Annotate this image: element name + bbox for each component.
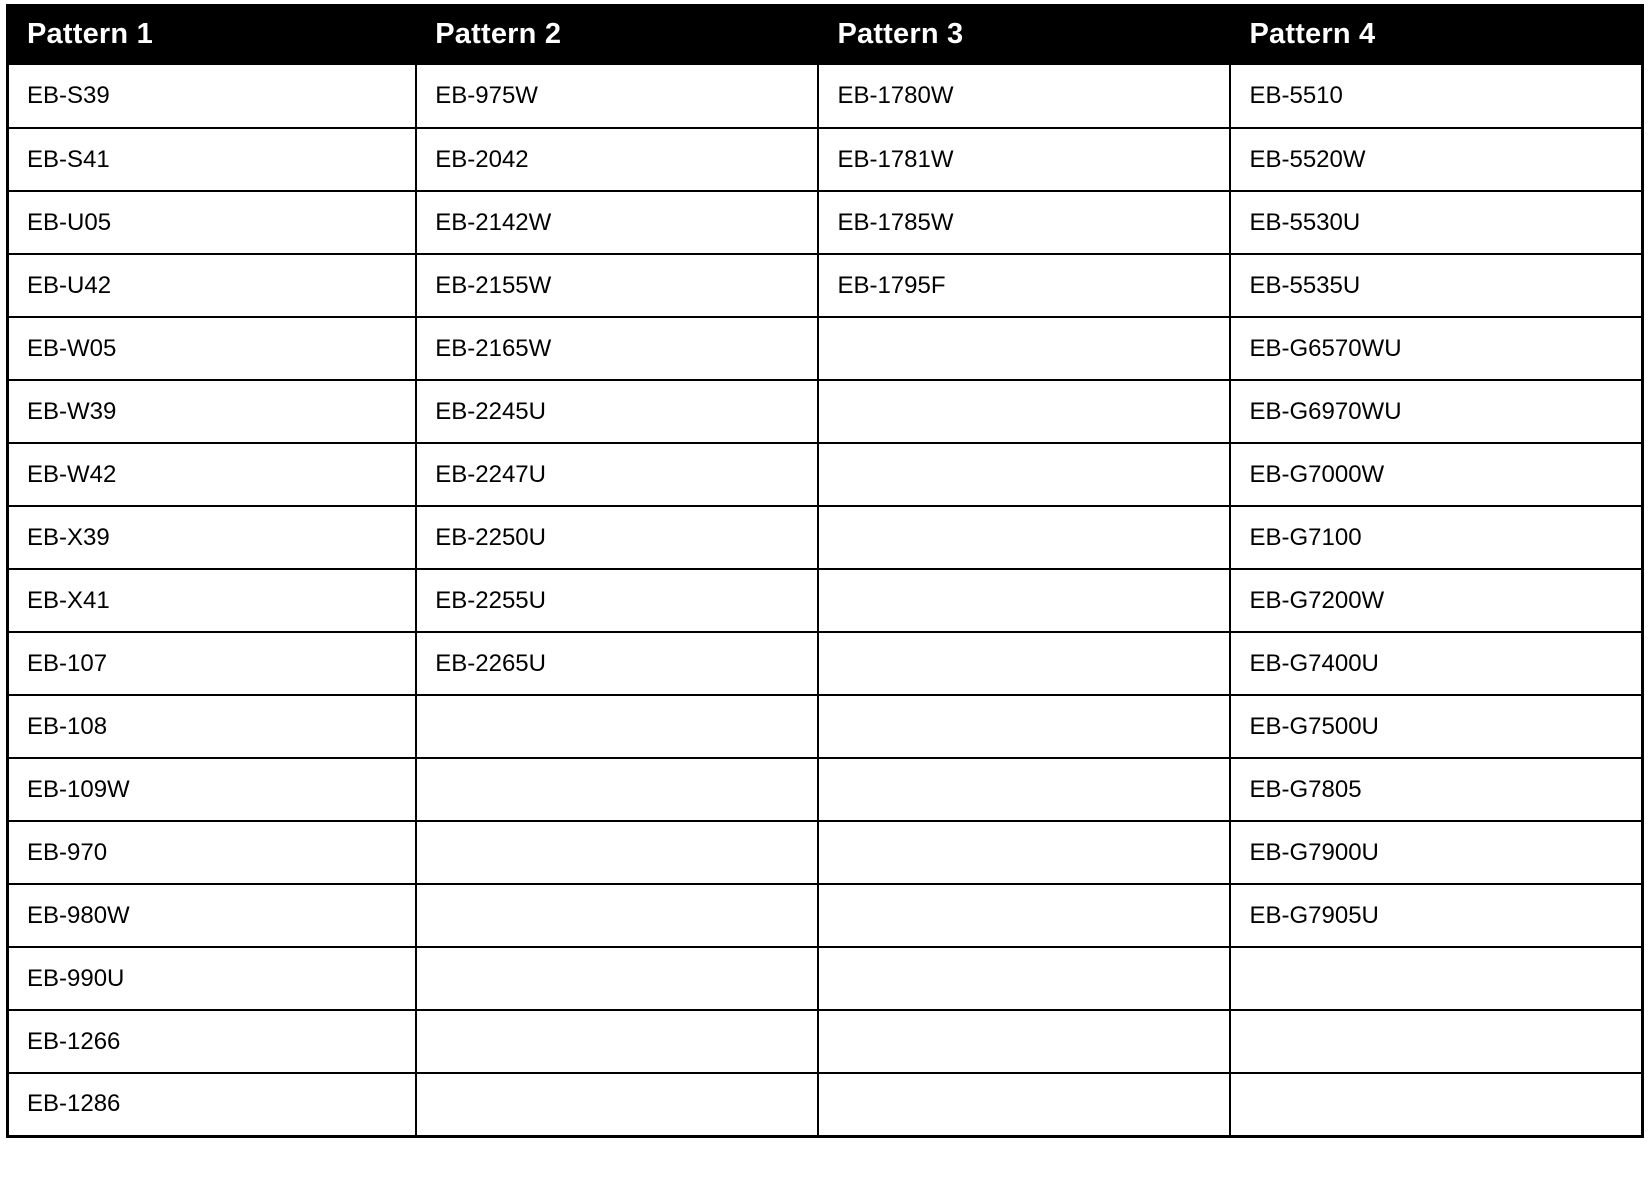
table-cell	[818, 947, 1230, 1010]
table-cell	[818, 884, 1230, 947]
column-header-pattern-1: Pattern 1	[8, 6, 417, 66]
table-cell	[416, 1073, 818, 1136]
table-cell	[1230, 1073, 1642, 1136]
table-cell: EB-2250U	[416, 506, 818, 569]
table-cell: EB-1795F	[818, 254, 1230, 317]
table-cell: EB-108	[8, 695, 417, 758]
table-cell: EB-2247U	[416, 443, 818, 506]
table-cell: EB-W05	[8, 317, 417, 380]
table-cell: EB-1780W	[818, 65, 1230, 128]
table-cell: EB-2245U	[416, 380, 818, 443]
table-cell: EB-975W	[416, 65, 818, 128]
table-row	[8, 317, 1643, 380]
column-header-pattern-4: Pattern 4	[1230, 6, 1642, 66]
table-cell	[818, 632, 1230, 695]
table-cell: EB-5510	[1230, 65, 1642, 128]
table-cell: EB-G7500U	[1230, 695, 1642, 758]
table-cell	[416, 1010, 818, 1073]
table-cell: EB-G7400U	[1230, 632, 1642, 695]
table-cell: EB-W42	[8, 443, 417, 506]
table-cell	[416, 884, 818, 947]
table-cell: EB-5535U	[1230, 254, 1642, 317]
table-row	[8, 380, 1643, 443]
table-row	[8, 506, 1643, 569]
table-row	[8, 191, 1643, 254]
column-header-pattern-3: Pattern 3	[818, 6, 1230, 66]
table-cell	[818, 380, 1230, 443]
column-header-pattern-2: Pattern 2	[416, 6, 818, 66]
table-cell: EB-G7100	[1230, 506, 1642, 569]
table-cell: EB-G7200W	[1230, 569, 1642, 632]
table-row	[8, 1073, 1643, 1136]
table-cell: EB-S39	[8, 65, 417, 128]
table-cell: EB-G7000W	[1230, 443, 1642, 506]
table-cell: EB-1286	[8, 1073, 417, 1136]
table-row	[8, 65, 1643, 128]
table-cell: EB-U05	[8, 191, 417, 254]
table-row	[8, 821, 1643, 884]
table-cell: EB-970	[8, 821, 417, 884]
table-cell: EB-1781W	[818, 128, 1230, 191]
table-cell: EB-U42	[8, 254, 417, 317]
table-cell: EB-X41	[8, 569, 417, 632]
table-row	[8, 947, 1643, 1010]
table-cell: EB-G7805	[1230, 758, 1642, 821]
table-cell	[818, 317, 1230, 380]
table-body	[8, 65, 1643, 1136]
table-cell: EB-G6570WU	[1230, 317, 1642, 380]
table-cell	[818, 1010, 1230, 1073]
table-cell: EB-107	[8, 632, 417, 695]
table-row	[8, 128, 1643, 191]
pattern-model-table	[6, 4, 1644, 1138]
table-cell: EB-X39	[8, 506, 417, 569]
table-cell	[818, 758, 1230, 821]
table-cell	[818, 821, 1230, 884]
table-cell	[818, 506, 1230, 569]
table-cell	[416, 758, 818, 821]
table-row	[8, 254, 1643, 317]
table-row	[8, 884, 1643, 947]
table-row	[8, 1010, 1643, 1073]
table-cell: EB-1266	[8, 1010, 417, 1073]
table-row	[8, 632, 1643, 695]
table-cell	[818, 695, 1230, 758]
table-cell: EB-2042	[416, 128, 818, 191]
table-row	[8, 695, 1643, 758]
table-header	[8, 6, 1643, 66]
table-cell: EB-2265U	[416, 632, 818, 695]
table-cell	[416, 695, 818, 758]
table-cell: EB-109W	[8, 758, 417, 821]
table-cell: EB-G7900U	[1230, 821, 1642, 884]
table-cell: EB-990U	[8, 947, 417, 1010]
table-row	[8, 443, 1643, 506]
table-cell	[818, 443, 1230, 506]
table-cell: EB-W39	[8, 380, 417, 443]
table-cell: EB-2142W	[416, 191, 818, 254]
table-cell: EB-G7905U	[1230, 884, 1642, 947]
table-cell	[818, 1073, 1230, 1136]
table-cell	[416, 821, 818, 884]
table-cell: EB-980W	[8, 884, 417, 947]
table-cell	[1230, 947, 1642, 1010]
table-cell: EB-G6970WU	[1230, 380, 1642, 443]
table-cell: EB-2255U	[416, 569, 818, 632]
table-cell: EB-2165W	[416, 317, 818, 380]
table-cell	[416, 947, 818, 1010]
table-cell: EB-1785W	[818, 191, 1230, 254]
table-row	[8, 569, 1643, 632]
table-cell	[1230, 1010, 1642, 1073]
table-cell	[818, 569, 1230, 632]
table-cell: EB-5520W	[1230, 128, 1642, 191]
table-cell: EB-S41	[8, 128, 417, 191]
table-header-row	[8, 6, 1643, 66]
table-row	[8, 758, 1643, 821]
table-cell: EB-5530U	[1230, 191, 1642, 254]
table-cell: EB-2155W	[416, 254, 818, 317]
